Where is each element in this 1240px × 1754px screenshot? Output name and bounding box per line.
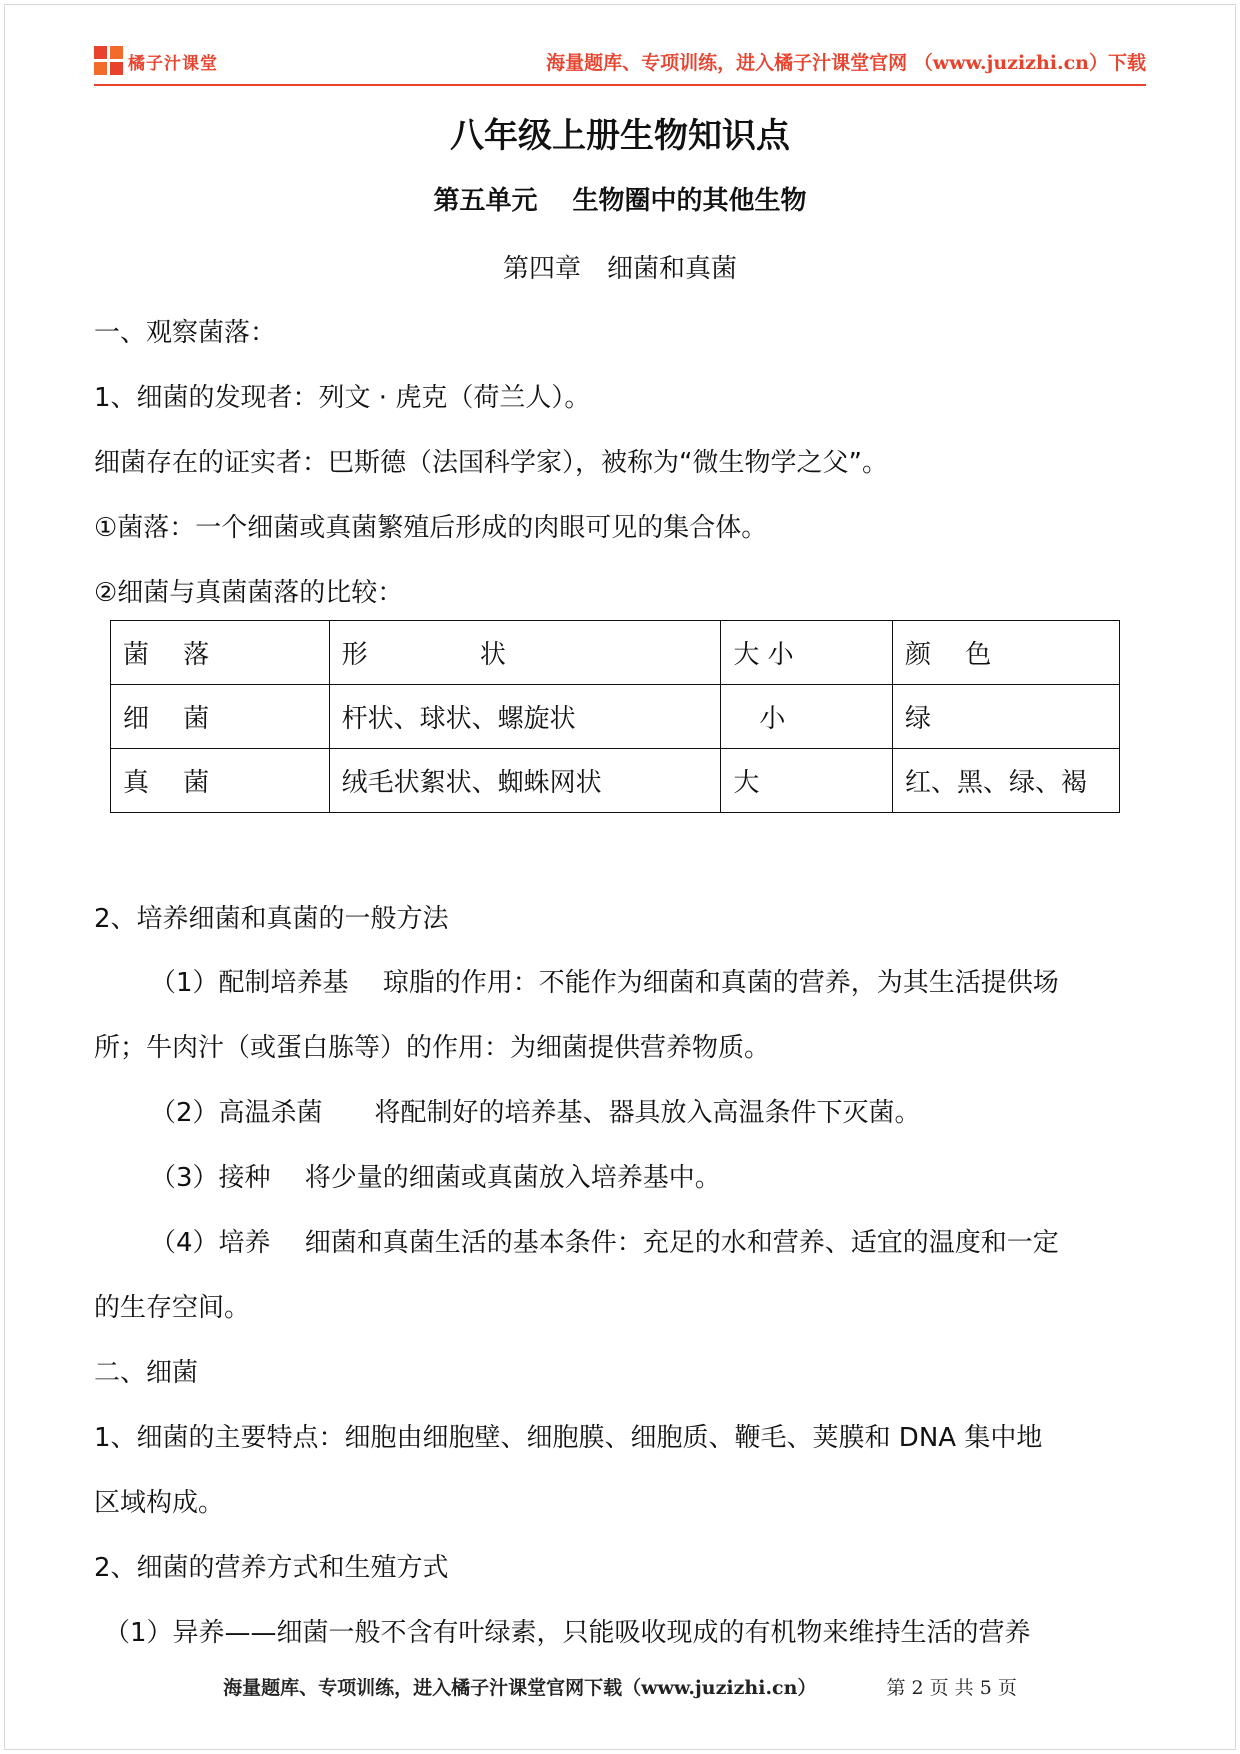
header-slogan[interactable]: 海量题库、专项训练，进入橘子汁课堂官网 （www.juzizhi.cn）下载 [546, 52, 1146, 74]
paragraph-step3: （3）接种 将少量的细菌或真菌放入培养基中。 [150, 1163, 721, 1193]
table-header-row [111, 621, 1120, 685]
table-cell: 细 菌 [111, 685, 330, 749]
table-cell: 大 [721, 749, 893, 813]
paragraph-colony-definition: ①菌落：一个细菌或真菌繁殖后形成的肉眼可见的集合体。 [94, 513, 768, 543]
table-cell: 绒毛状絮状、蜘蛛网状 [329, 749, 721, 813]
paragraph-step4-line2: 的生存空间。 [94, 1293, 251, 1323]
table-cell: 小 [721, 685, 893, 749]
paragraph-step1-line1: （1）配制培养基 琼脂的作用：不能作为细菌和真菌的营养，为其生活提供场 [150, 968, 1059, 998]
paragraph-colony-comparison-title: ②细菌与真菌菌落的比较： [94, 578, 404, 608]
table-cell: 红、黑、绿、褐 [893, 749, 1120, 813]
paragraph-bacteria-confirmer: 细菌存在的证实者：巴斯德（法国科学家），被称为“微生物学之父”。 [94, 448, 888, 478]
paragraph-culture-methods: 2、培养细菌和真菌的一般方法 [94, 904, 449, 934]
header-divider [94, 84, 1146, 86]
chapter-title: 第四章 细菌和真菌 [502, 254, 737, 284]
section-heading-observe-colony: 一、观察菌落： [94, 318, 277, 348]
paragraph-step2: （2）高温杀菌 将配制好的培养基、器具放入高温条件下灭菌。 [150, 1098, 921, 1128]
table-cell: 杆状、球状、螺旋状 [329, 685, 721, 749]
paragraph-step4-line1: （4）培养 细菌和真菌生活的基本条件：充足的水和营养、适宜的温度和一定 [150, 1228, 1059, 1258]
table-header-cell: 形 状 [329, 621, 721, 685]
logo-mark-icon [94, 46, 124, 76]
logo[interactable] [94, 46, 218, 76]
footer-text[interactable]: 海量题库、专项训练，进入橘子汁课堂官网下载（www.juzizhi.cn） [223, 1677, 817, 1699]
page-footer [0, 1673, 1240, 1700]
table-cell: 绿 [893, 685, 1120, 749]
unit-title: 第五单元 生物圈中的其他生物 [433, 186, 807, 216]
page-header [94, 44, 1146, 84]
page-number: 第 2 页 共 5 页 [886, 1677, 1017, 1699]
colony-comparison-table [110, 620, 1120, 813]
paragraph-bacteria-features-line1: 1、细菌的主要特点：细胞由细胞壁、细胞膜、细胞质、鞭毛、荚膜和 DNA 集中地 [94, 1423, 1043, 1453]
paragraph-bacteria-features-line2: 区域构成。 [94, 1488, 225, 1518]
paragraph-bacteria-discoverer: 1、细菌的发现者：列文 · 虎克（荷兰人）。 [94, 383, 591, 413]
section-heading-bacteria: 二、细菌 [94, 1358, 199, 1388]
paragraph-nutrition-reproduction: 2、细菌的营养方式和生殖方式 [94, 1553, 449, 1583]
table-header-cell: 菌 落 [111, 621, 330, 685]
paragraph-heterotrophy: （1）异养——细菌一般不含有叶绿素，只能吸收现成的有机物来维持生活的营养 [104, 1618, 1031, 1648]
table-header-cell: 颜 色 [893, 621, 1120, 685]
logo-text: 橘子汁课堂 [128, 53, 218, 74]
table-row [111, 749, 1120, 813]
paragraph-step1-line2: 所；牛肉汁（或蛋白胨等）的作用：为细菌提供营养物质。 [94, 1033, 771, 1063]
table-row [111, 685, 1120, 749]
table-cell: 真 菌 [111, 749, 330, 813]
document-title: 八年级上册生物知识点 [450, 116, 790, 156]
table-header-cell: 大 小 [721, 621, 893, 685]
